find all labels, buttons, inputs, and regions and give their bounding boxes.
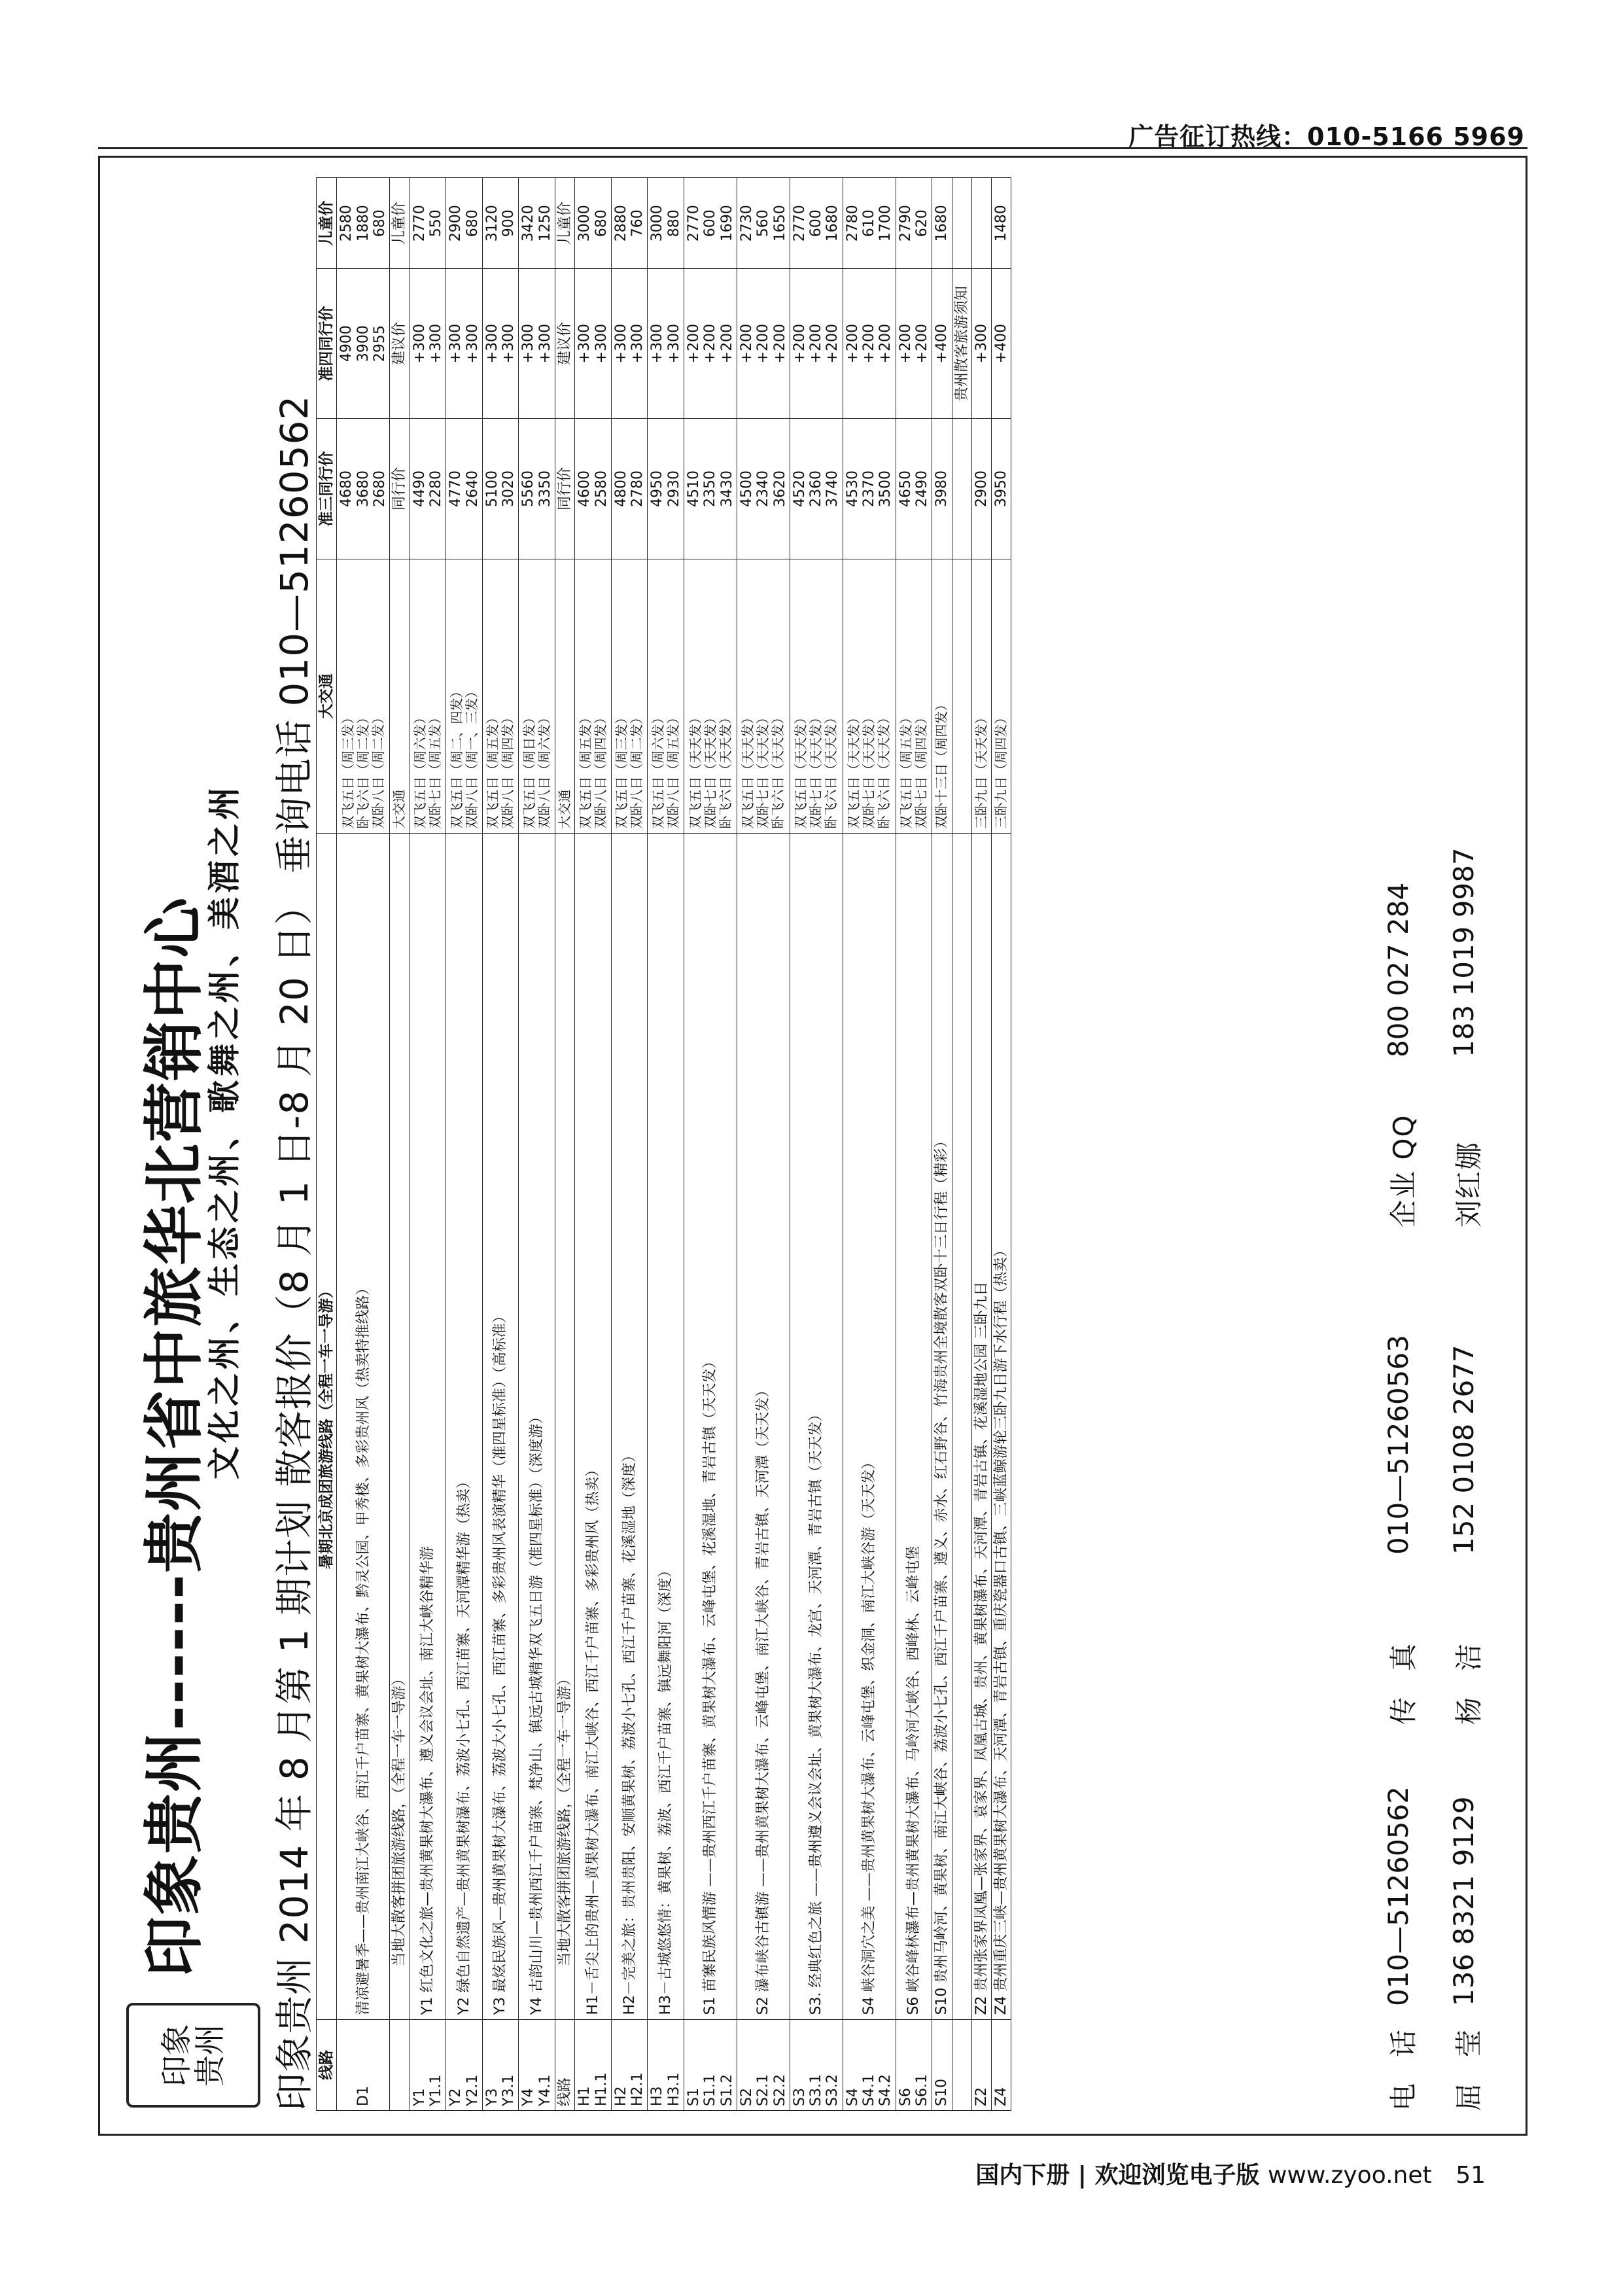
cell-name: 清凉避暑季——贵州南江大峡谷、西江千户苗寨、黄果树大瀑布、黔灵公园、甲秀楼、多彩贵州风（热卖特推线路） [337, 833, 390, 2019]
cell-trans: 双飞五日（周六发） 双卧八日（周五发） [648, 559, 684, 833]
cell-p4: +300 +300 [648, 269, 684, 418]
cell-code: Y1 Y1.1 [410, 2019, 446, 2110]
cell-code: Y4 Y4.1 [519, 2019, 555, 2110]
route-row [482, 178, 519, 2111]
cell-p3: 同行价 [555, 418, 575, 559]
cell-p3: 同行价 [390, 418, 410, 559]
cell-name: H2－完美之旅：贵州贵阳、安顺黄果树、荔波小七孔、西江千户苗寨、花溪湿地（深度） [611, 833, 648, 2019]
cell-name: S4 峡谷洞穴之美 ——贵州黄果树大瀑布、云峰屯堡、织金洞、南江大峡谷游（天天发） [843, 833, 896, 2019]
cell-code: S6 S6.1 [896, 2019, 932, 2110]
logo-line1: 印象 [158, 2024, 196, 2087]
contact-name: 杨洁 [1453, 1617, 1485, 1725]
cell-p3: 3980 [932, 418, 952, 559]
cell-p4: +300 [971, 269, 991, 418]
cell-code: Z2 [971, 2019, 991, 2110]
inquiry-phone: 垂询电话 010—51260562 [272, 395, 317, 874]
cell-child: 3420 1250 [519, 178, 555, 269]
cell-child: 3000 880 [648, 178, 684, 269]
cell-child [971, 178, 991, 269]
footer-url[interactable]: www.zyoo.net [1268, 2162, 1432, 2189]
cell-child: 2770 550 [410, 178, 446, 269]
route-row [932, 178, 952, 2111]
cell-trans: 双飞五日（天天发） 双卧七日（天天发） 卧飞六日（天天发） [790, 559, 843, 833]
cell-p3: 5560 3350 [519, 418, 555, 559]
top-rule [98, 147, 1527, 149]
rotated-ad-frame [98, 156, 1527, 2136]
page-footer [975, 2157, 1486, 2190]
cell-code: H1 H1.1 [575, 2019, 612, 2110]
brand-logo [126, 2003, 260, 2108]
route-row [684, 178, 737, 2111]
cell-child: 2730 560 1650 [737, 178, 790, 269]
contact-label: 传真 [1387, 1617, 1420, 1725]
route-row [737, 178, 790, 2111]
cell-p4: +300 +300 [410, 269, 446, 418]
cell-name: Z2 贵州张家界凤凰—张家界、袁家界、凤凰古城、贵州、黄果树瀑布、天河潭、青岩古镇、花溪湿地公园 三卧九日 [971, 833, 991, 2019]
table-body [337, 178, 1011, 2111]
contact-row [1382, 177, 1422, 2111]
route-row [337, 178, 390, 2111]
th-child: 儿童价 [317, 178, 337, 269]
cell-child [952, 178, 971, 269]
cell-name: Y1 红色文化之旅—贵州黄果树大瀑布、遵义会议会址、南江大峡谷精华游 [410, 833, 446, 2019]
cell-trans: 三卧九日（周四发） [992, 559, 1011, 833]
cell-p4: +200 +200 +200 [684, 269, 737, 418]
contact-name: 屈莹 [1453, 2003, 1485, 2111]
plan-title [264, 395, 319, 2111]
cell-code: S2 S2.1 S2.2 [737, 2019, 790, 2110]
cell-name: S3. 经典红色之旅 ——贵州遵义会议会址、黄果树大瀑布、龙宫、天河潭、青岩古镇（天天发） [790, 833, 843, 2019]
cell-p3: 4680 3680 2680 [337, 418, 390, 559]
route-row [575, 178, 612, 2111]
cell-child: 2790 620 [896, 178, 932, 269]
route-row [992, 178, 1011, 2111]
cell-child: 2770 600 1680 [790, 178, 843, 269]
cell-p3: 5100 3020 [482, 418, 519, 559]
ad-title: 印象贵州------贵州省中旅华北营销中心 [139, 896, 209, 1977]
footer-text: 国内下册 | 欢迎浏览电子版 [975, 2162, 1260, 2189]
cell-p3: 4600 2580 [575, 418, 612, 559]
logo-line2: 贵州 [191, 2024, 228, 2087]
cell-trans: 双卧十三日（周四发） [932, 559, 952, 833]
cell-trans: 双飞五日（周二、四发） 双卧八日（周一、三发） [446, 559, 483, 833]
route-row [648, 178, 684, 2111]
cell-p4: +300 +300 [575, 269, 612, 418]
cell-trans: 双飞五日（周五发） 双卧八日（周四发） [482, 559, 519, 833]
contact-phone: 183 1019 9987 [1448, 847, 1480, 1057]
cell-code: S4 S4.1 S4.2 [843, 2019, 896, 2110]
cell-child: 2780 610 1700 [843, 178, 896, 269]
section-header-row [390, 178, 410, 2111]
cell-trans: 双飞五日（周六发） 双卧七日（周五发） [410, 559, 446, 833]
cell-trans: 双飞五日（周三发） 双卧八日（周二发） [611, 559, 648, 833]
cell-code: Y2 Y2.1 [446, 2019, 483, 2110]
cell-code: H3 H3.1 [648, 2019, 684, 2110]
cell-child: 2900 680 [446, 178, 483, 269]
cell-trans [952, 559, 971, 833]
page-number: 51 [1456, 2162, 1486, 2189]
cell-trans: 双飞五日（天天发） 双卧七日（天天发） 卧飞六日（天天发） [843, 559, 896, 833]
cell-code: 线路 [555, 2019, 575, 2110]
cell-p4: +200 +200 +200 [843, 269, 896, 418]
cell-p4: 贵州散客旅游须知 [952, 269, 971, 418]
table-header-row [317, 178, 337, 2111]
contact-block [1382, 177, 1513, 2111]
contact-phone: 152 0108 2677 [1448, 1345, 1480, 1555]
route-row [410, 178, 446, 2111]
cell-code: Z4 [992, 2019, 1011, 2110]
cell-code: H2 H2.1 [611, 2019, 648, 2110]
contact-value: 800 027 284 [1382, 882, 1414, 1057]
cell-child: 1480 [992, 178, 1011, 269]
cell-p3 [952, 418, 971, 559]
section-header-row [952, 178, 971, 2111]
th-trans: 大交通 [317, 559, 337, 833]
cell-child: 3120 900 [482, 178, 519, 269]
route-row [519, 178, 555, 2111]
cell-name: Z4 贵州重庆三峡—贵州黄果树大瀑布、天河潭、青岩古镇、重庆瓷器口古镇、三峡蓝鲸游轮三卧九日游下水行程（热卖） [992, 833, 1011, 2019]
contact-value: 010—51260562 [1382, 1786, 1414, 2006]
cell-p4: +200 +200 [896, 269, 932, 418]
cell-name: S10 贵州马岭河、黄果树、南江大峡谷、荔波小七孔、西江千户苗寨、遵义、赤水、红石野谷、竹海贵州全境散客双卧十三日行程（精彩） [932, 833, 952, 2019]
route-row [790, 178, 843, 2111]
th-code: 线路 [317, 2019, 337, 2110]
plan-title-text: 印象贵州 2014 年 8 月第 1 期计划 散客报价（8 月 1 日-8 月 20 日） [272, 886, 317, 2111]
cell-p4: +300 +300 [611, 269, 648, 418]
route-price-table [316, 177, 1011, 2111]
cell-child: 2880 760 [611, 178, 648, 269]
ad-hotline: 广告征订热线：010-5166 5969 [1128, 122, 1525, 151]
cell-p3: 4520 2360 3740 [790, 418, 843, 559]
cell-name: Y2 绿色自然遗产—贵州黄果树瀑布、荔波小七孔、西江苗寨、天河潭精华游（热卖） [446, 833, 483, 2019]
cell-trans: 三卧九日（天天发） [971, 559, 991, 833]
cell-p4: +400 [932, 269, 952, 418]
cell-child: 1680 [932, 178, 952, 269]
cell-p4: +200 +200 +200 [737, 269, 790, 418]
cell-p3: 4510 2350 3430 [684, 418, 737, 559]
th-p3: 准三同行价 [317, 418, 337, 559]
route-row [896, 178, 932, 2111]
cell-trans: 双飞五日（周五发） 双卧七日（周四发） [896, 559, 932, 833]
cell-name: Y3 最炫民族风—贵州黄果树大瀑布、荔波大小七孔、西江苗寨、多彩贵州风表演精华（准四星标准）（高标准） [482, 833, 519, 2019]
th-name: 暑期北京成团旅游线路（全程一车一导游） [317, 833, 337, 2019]
cell-code: Y3 Y3.1 [482, 2019, 519, 2110]
cell-code: S3 S3.1 S3.2 [790, 2019, 843, 2110]
cell-trans: 双飞五日（周五发） 双卧八日（周四发） [575, 559, 612, 833]
cell-child: 儿童价 [390, 178, 410, 269]
cell-code [390, 2019, 410, 2110]
cell-p4: 建议价 [555, 269, 575, 418]
cell-name: S1 苗寨民族风情游 ——贵州西江千户苗寨、黄果树大瀑布、云峰屯堡、花溪湿地、青岩古镇（天天发） [684, 833, 737, 2019]
cell-code: S1 S1.1 S1.2 [684, 2019, 737, 2110]
route-row [611, 178, 648, 2111]
cell-p3: 4950 2930 [648, 418, 684, 559]
cell-name: H1－舌尖上的贵州—黄果树大瀑布、南江大峡谷、西江千户苗寨、多彩贵州风（热卖） [575, 833, 612, 2019]
contact-value: 010—51260563 [1382, 1335, 1414, 1555]
cell-name: H3－古城悠悠情：黄果树、荔波、西江千户苗寨、镇远舞阳河（深度） [648, 833, 684, 2019]
section-header-row [555, 178, 575, 2111]
cell-child: 儿童价 [555, 178, 575, 269]
cell-p4: +300 +300 [482, 269, 519, 418]
cell-name [952, 833, 971, 2019]
cell-child: 3000 680 [575, 178, 612, 269]
cell-trans: 双飞五日（周三发） 卧飞六日（周二发） 双卧八日（周二发） [337, 559, 390, 833]
cell-p4: +300 +300 [446, 269, 483, 418]
cell-p3: 4490 2280 [410, 418, 446, 559]
route-row [971, 178, 991, 2111]
cell-code: S10 [932, 2019, 952, 2110]
cell-name: S6 峡谷峰林瀑布—贵州黄果树大瀑布、马岭河大峡谷、西峰林、云峰屯堡 [896, 833, 932, 2019]
contact-label: 企业 QQ [1387, 1114, 1420, 1227]
ad-subtitle: 文化之州、生态之州、歌舞之州、美酒之州 [205, 783, 243, 1479]
route-row [843, 178, 896, 2111]
contact-name: 刘红娜 [1453, 1140, 1485, 1227]
cell-child: 2580 1880 680 [337, 178, 390, 269]
cell-code: D1 [337, 2019, 390, 2110]
contact-label: 电话 [1387, 2003, 1420, 2111]
cell-p3: 4800 2780 [611, 418, 648, 559]
cell-name: Y4 古韵山川—贵州西江千户苗寨、梵净山、镇远古城精华双飞五日游（准四星标准）（深度游） [519, 833, 555, 2019]
rotated-canvas [100, 158, 1526, 2134]
cell-name: 当地大散客拼团旅游线路，（全程一车一导游） [390, 833, 410, 2019]
cell-trans: 双飞五日（周日发） 双卧八日（周六发） [519, 559, 555, 833]
cell-name: S2 瀑布峡谷古镇游 ——贵州黄果树大瀑布、云峰屯堡、南江大峡谷、青岩古镇、天河潭（天天发） [737, 833, 790, 2019]
cell-p4: +400 [992, 269, 1011, 418]
cell-trans: 双飞五日（天天发） 双卧七日（天天发） 卧飞六日（天天发） [737, 559, 790, 833]
cell-p3: 4500 2340 3620 [737, 418, 790, 559]
contact-phone: 136 8321 9129 [1448, 1796, 1480, 2006]
cell-p3: 4530 2370 3500 [843, 418, 896, 559]
cell-p4: +200 +200 +200 [790, 269, 843, 418]
cell-p3: 4770 2640 [446, 418, 483, 559]
cell-trans: 大交通 [390, 559, 410, 833]
cell-trans: 大交通 [555, 559, 575, 833]
cell-p4: +300 +300 [519, 269, 555, 418]
cell-name: 当地大散客拼团旅游线路，（全程一车一导游） [555, 833, 575, 2019]
cell-child: 2770 600 1690 [684, 178, 737, 269]
contact-row [1448, 177, 1487, 2111]
cell-p4: 4900 3900 2955 [337, 269, 390, 418]
cell-p3: 3950 [992, 418, 1011, 559]
cell-p3: 2900 [971, 418, 991, 559]
route-row [446, 178, 483, 2111]
th-p4: 准四同行价 [317, 269, 337, 418]
cell-p4: 建议价 [390, 269, 410, 418]
cell-trans: 双飞五日（天天发） 双卧七日（天天发） 卧飞六日（天天发） [684, 559, 737, 833]
cell-p3: 4650 2490 [896, 418, 932, 559]
cell-code [952, 2019, 971, 2110]
